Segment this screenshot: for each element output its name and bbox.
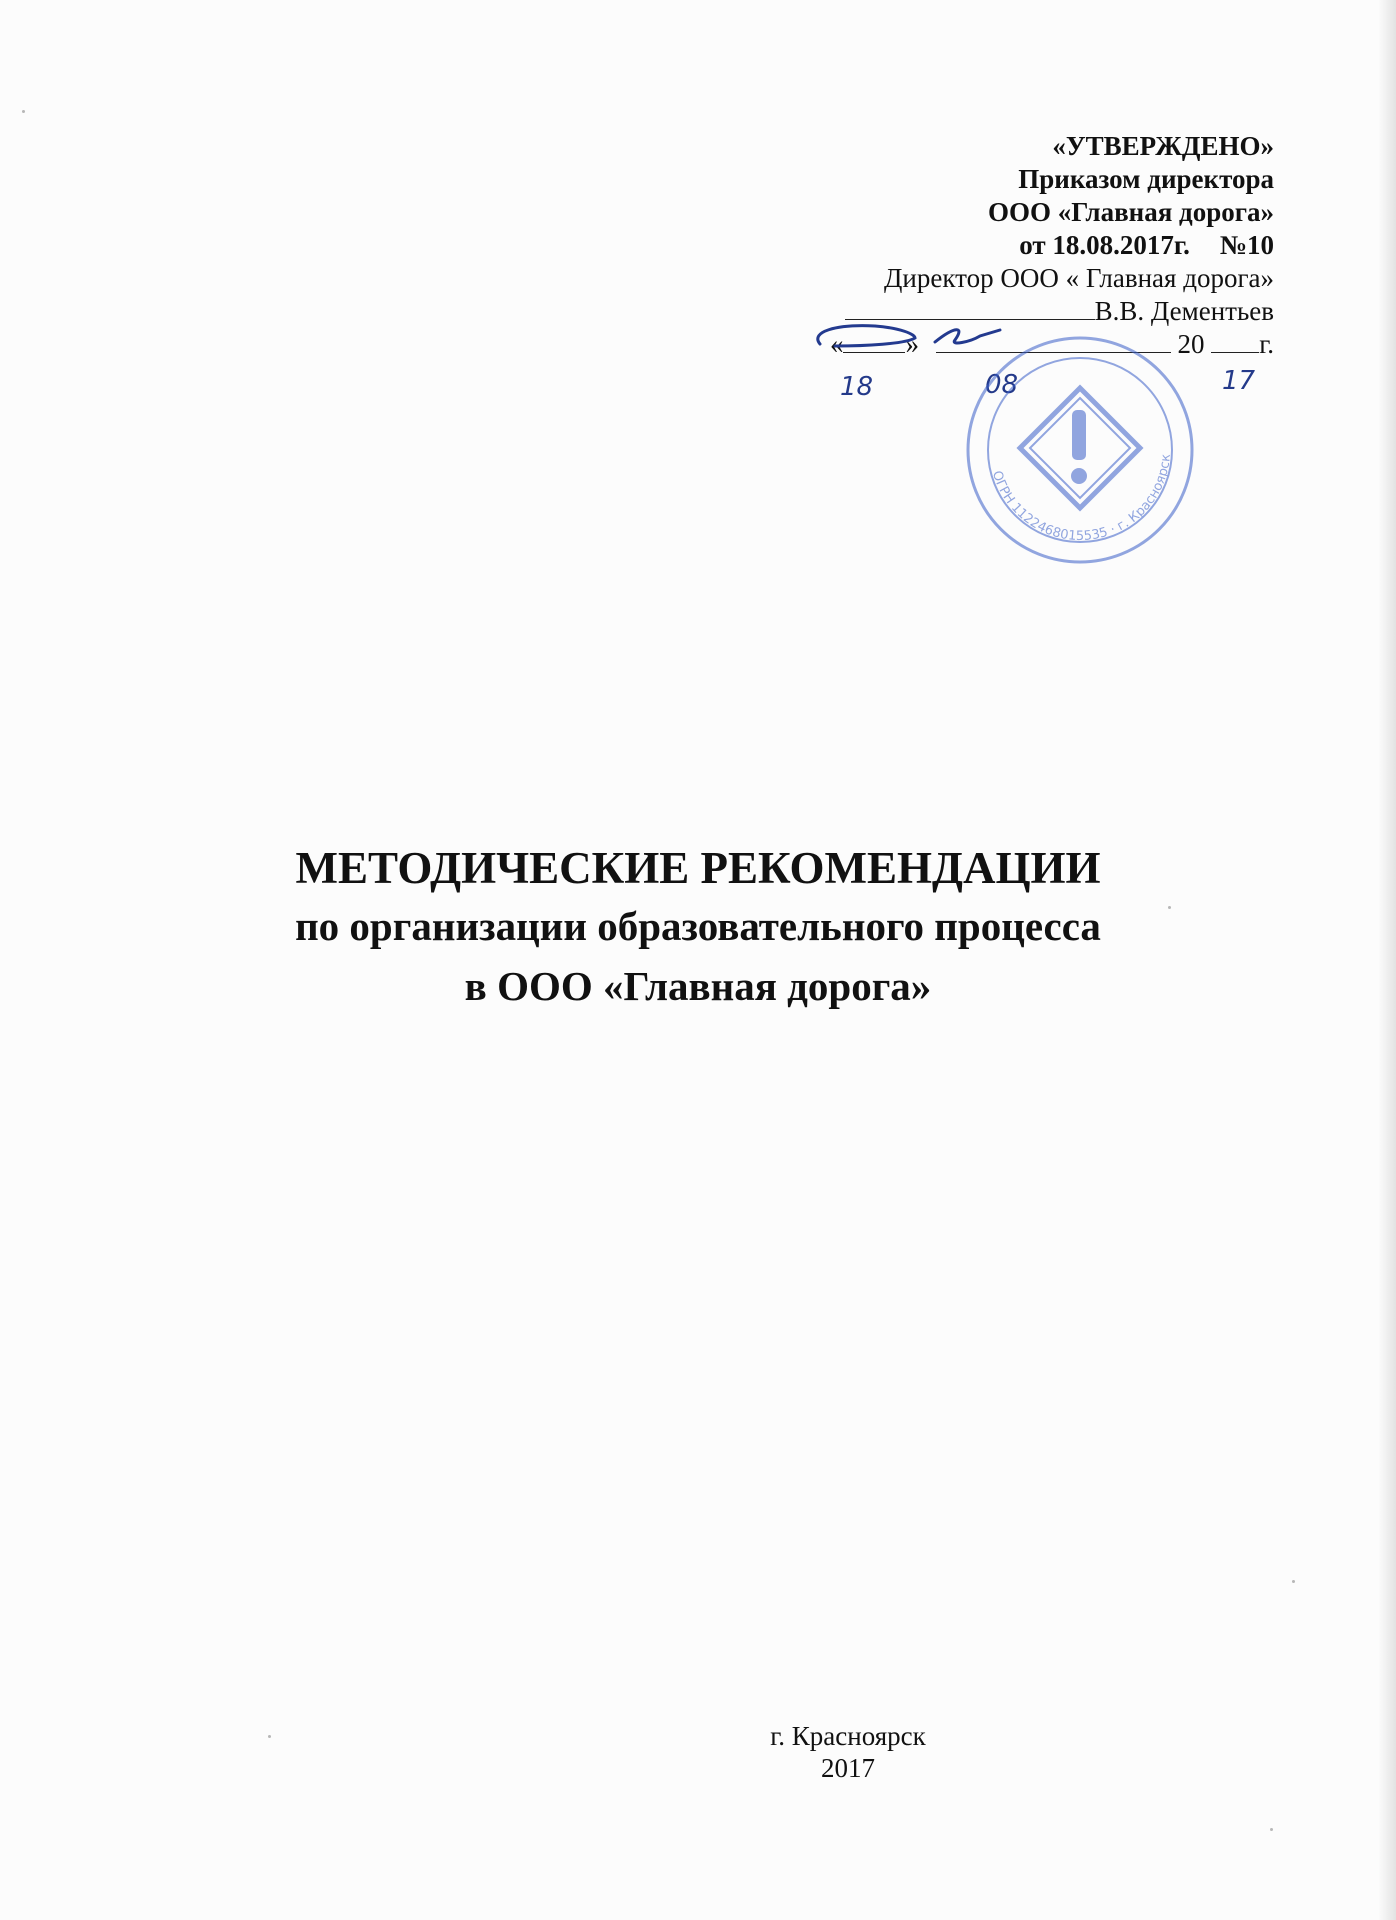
- footer-city: г. Красноярск: [770, 1721, 926, 1751]
- scan-speck: [22, 110, 25, 113]
- date-year-suffix: г.: [1259, 329, 1274, 359]
- date-year-prefix: 20: [1177, 329, 1205, 359]
- handwritten-month: 08: [985, 370, 1019, 400]
- stamp-text: ОГРН 1122468015535 · г. Красноярск: [988, 453, 1174, 545]
- date-close-quote: »: [905, 329, 919, 359]
- scan-speck: [1168, 906, 1171, 909]
- scan-speck: [1270, 1828, 1273, 1831]
- handwritten-year: 17: [1222, 366, 1256, 396]
- date-open-quote: «: [829, 329, 844, 359]
- scan-speck: [268, 1735, 271, 1738]
- director-title: Директор ООО « Главная дорога»: [884, 263, 1274, 293]
- title-line2: по организации образовательного процесса: [295, 903, 1101, 949]
- footer-year: 2017: [821, 1753, 875, 1783]
- approval-date-line: [754, 229, 1274, 262]
- approval-order: Приказом директора: [1018, 164, 1274, 194]
- approval-number: №10: [1219, 230, 1274, 260]
- approval-heading: «УТВЕРЖДЕНО»: [1052, 131, 1274, 161]
- year-rule: [1211, 328, 1259, 353]
- title-main: МЕТОДИЧЕСКИЕ РЕКОМЕНДАЦИИ: [295, 843, 1101, 893]
- company-stamp: [960, 330, 1200, 570]
- scan-speck: [1292, 1580, 1295, 1583]
- svg-text:ОГРН 1122468015535 · г. Красно: [989, 453, 1174, 544]
- handwritten-day: 18: [840, 372, 874, 402]
- document-footer: [0, 1720, 1396, 1784]
- approval-company: ООО «Главная дорога»: [988, 197, 1274, 227]
- approval-date: от 18.08.2017г.: [1019, 230, 1190, 260]
- title-line3: в ООО «Главная дорога»: [464, 963, 932, 1009]
- document-title: [0, 840, 1396, 1016]
- director-name: В.В. Дементьев: [1094, 296, 1274, 326]
